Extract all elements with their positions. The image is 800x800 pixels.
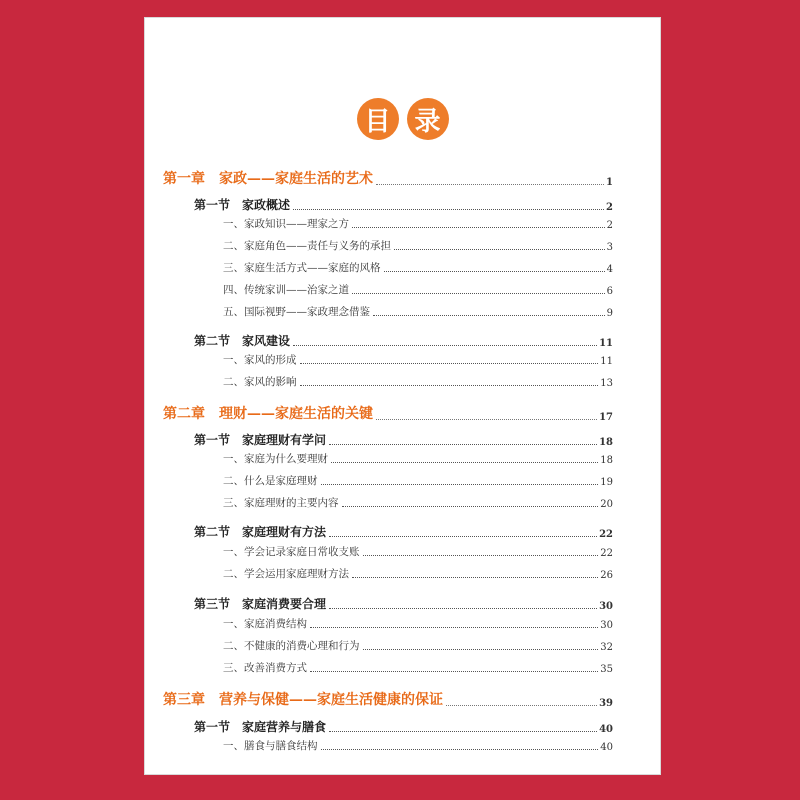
toc-item-entry[interactable] (223, 473, 613, 488)
toc-section-entry[interactable] (194, 718, 613, 735)
toc-page-number: 17 (599, 412, 613, 423)
toc-entry-text: 二、不健康的消费心理和行为 (223, 640, 360, 652)
toc-section-entry[interactable] (194, 431, 613, 448)
dot-leader (384, 271, 605, 272)
dot-leader (376, 419, 597, 420)
dot-leader (310, 627, 598, 628)
toc-page-number: 40 (599, 724, 613, 735)
toc-page-number: 22 (600, 548, 613, 559)
toc-entry-label (223, 260, 381, 275)
toc-page-number: 2 (606, 220, 613, 231)
toc-entry-text: 一、学会记录家庭日常收支账 (223, 546, 360, 558)
toc-entry-text: 家风建设 (242, 334, 291, 348)
toc-entry-text: 家庭消费要合理 (242, 597, 327, 611)
toc-section-entry[interactable] (194, 332, 613, 349)
toc-item-entry[interactable] (223, 638, 613, 653)
toc-page-number: 9 (606, 308, 613, 319)
toc-entry-label (194, 196, 290, 213)
toc-entry-label (194, 523, 326, 540)
dot-leader (321, 484, 599, 485)
dot-leader (363, 555, 599, 556)
toc-item-entry[interactable] (223, 566, 613, 581)
toc-entry-text: 家庭理财有学问 (242, 433, 327, 447)
toc-page-number: 18 (599, 437, 613, 448)
title-char-2: 录 (407, 98, 449, 140)
toc-page-number: 40 (600, 742, 613, 753)
toc-item-entry[interactable] (223, 352, 613, 367)
dot-leader (352, 227, 605, 228)
toc-page-number: 39 (599, 698, 613, 709)
toc-page-number: 1 (606, 177, 613, 188)
dot-leader (329, 731, 597, 732)
dot-leader (373, 315, 605, 316)
toc-entry-label (223, 566, 349, 581)
toc-entry-text: 二、家风的影响 (223, 376, 297, 388)
toc-entry-text: 三、改善消费方式 (223, 662, 307, 674)
toc-entry-label (223, 473, 318, 488)
toc-item-entry[interactable] (223, 260, 613, 275)
toc-entry-label (223, 238, 391, 253)
toc-entry-number: 第三节 (194, 597, 231, 611)
toc-entry-text: 一、家庭为什么要理财 (223, 453, 328, 465)
toc-item-entry[interactable] (223, 544, 613, 559)
toc-item-entry[interactable] (223, 495, 613, 510)
toc-entry-text: 营养与保健——家庭生活健康的保证 (219, 692, 443, 708)
toc-entry-number: 第二节 (194, 525, 231, 539)
toc-entry-text: 家庭营养与膳食 (242, 720, 327, 734)
dot-leader (329, 444, 597, 445)
dot-leader (300, 363, 599, 364)
toc-entry-label (223, 304, 370, 319)
toc-item-entry[interactable] (223, 238, 613, 253)
toc-item-entry[interactable] (223, 282, 613, 297)
toc-entry-number: 第一节 (194, 198, 231, 212)
toc-entry-number: 第二节 (194, 334, 231, 348)
dot-leader (446, 705, 597, 706)
document-page (145, 18, 660, 774)
toc-entry-label (163, 403, 373, 423)
toc-entry-text: 二、家庭角色——责任与义务的承担 (223, 240, 391, 252)
toc-entry-text: 理财——家庭生活的关键 (219, 406, 373, 422)
dot-leader (293, 209, 604, 210)
toc-entry-label (223, 352, 297, 367)
toc-entry-number: 第一章 (163, 171, 205, 187)
toc-entry-label (223, 374, 297, 389)
toc-entry-text: 四、传统家训——治家之道 (223, 284, 349, 296)
toc-entry-label (223, 216, 349, 231)
toc-page-number: 35 (600, 664, 613, 675)
dot-leader (331, 462, 598, 463)
toc-entry-text: 一、家风的形成 (223, 354, 297, 366)
title-char-1: 目 (357, 98, 399, 140)
toc-page-number: 11 (599, 338, 613, 349)
toc-entry-text: 家政概述 (242, 198, 291, 212)
toc-entry-text: 三、家庭理财的主要内容 (223, 497, 339, 509)
toc-chapter-entry[interactable] (163, 168, 613, 188)
dot-leader (376, 184, 604, 185)
toc-entry-label (194, 332, 290, 349)
toc-page-number: 19 (600, 477, 613, 488)
toc-section-entry[interactable] (194, 196, 613, 213)
toc-entry-text: 五、国际视野——家政理念借鉴 (223, 306, 370, 318)
toc-entry-label (194, 431, 326, 448)
toc-item-entry[interactable] (223, 738, 613, 753)
toc-page-number: 18 (600, 455, 613, 466)
toc-page-number: 32 (600, 642, 613, 653)
dot-leader (293, 345, 597, 346)
dot-leader (352, 293, 605, 294)
toc-entry-label (223, 451, 328, 466)
toc-chapter-entry[interactable] (163, 403, 613, 423)
toc-title (145, 98, 660, 140)
dot-leader (352, 577, 598, 578)
toc-item-entry[interactable] (223, 616, 613, 631)
toc-item-entry[interactable] (223, 660, 613, 675)
toc-item-entry[interactable] (223, 216, 613, 231)
toc-page-number: 20 (600, 499, 613, 510)
toc-entry-text: 家政——家庭生活的艺术 (219, 171, 373, 187)
toc-entry-label (223, 495, 339, 510)
dot-leader (329, 536, 597, 537)
toc-entry-label (223, 738, 318, 753)
toc-section-entry[interactable] (194, 595, 613, 612)
toc-entry-text: 家庭理财有方法 (242, 525, 327, 539)
toc-page-number: 22 (599, 529, 613, 540)
toc-entry-label (223, 660, 307, 675)
toc-page-number: 2 (606, 202, 613, 213)
toc-page-number: 13 (600, 378, 613, 389)
toc-entry-text: 二、学会运用家庭理财方法 (223, 568, 349, 580)
toc-item-entry[interactable] (223, 374, 613, 389)
toc-entry-text: 三、家庭生活方式——家庭的风格 (223, 262, 381, 274)
toc-page-number: 11 (600, 356, 613, 367)
toc-entry-number: 第一节 (194, 720, 231, 734)
dot-leader (321, 749, 599, 750)
toc-page-number: 30 (599, 601, 613, 612)
toc-item-entry[interactable] (223, 304, 613, 319)
dot-leader (329, 608, 597, 609)
toc-entry-label (194, 595, 326, 612)
toc-page-number: 26 (600, 570, 613, 581)
toc-entry-label (223, 616, 307, 631)
dot-leader (363, 649, 599, 650)
toc-entry-number: 第二章 (163, 406, 205, 422)
toc-section-entry[interactable] (194, 523, 613, 540)
toc-entry-label (223, 638, 360, 653)
toc-item-entry[interactable] (223, 451, 613, 466)
dot-leader (310, 671, 598, 672)
toc-entry-text: 一、家政知识——理家之方 (223, 218, 349, 230)
toc-entry-label (163, 689, 443, 709)
toc-page-number: 3 (606, 242, 613, 253)
toc-entry-label (194, 718, 326, 735)
toc-page-number: 4 (606, 264, 613, 275)
toc-page-number: 6 (606, 286, 613, 297)
dot-leader (394, 249, 605, 250)
dot-leader (342, 506, 599, 507)
toc-page-number: 30 (600, 620, 613, 631)
dot-leader (300, 385, 599, 386)
toc-entry-label (223, 544, 360, 559)
toc-entry-number: 第三章 (163, 692, 205, 708)
toc-entry-label (223, 282, 349, 297)
toc-entry-text: 一、家庭消费结构 (223, 618, 307, 630)
toc-entry-label (163, 168, 373, 188)
toc-chapter-entry[interactable] (163, 689, 613, 709)
toc-entry-text: 二、什么是家庭理财 (223, 475, 318, 487)
toc-entry-number: 第一节 (194, 433, 231, 447)
toc-entry-text: 一、膳食与膳食结构 (223, 740, 318, 752)
